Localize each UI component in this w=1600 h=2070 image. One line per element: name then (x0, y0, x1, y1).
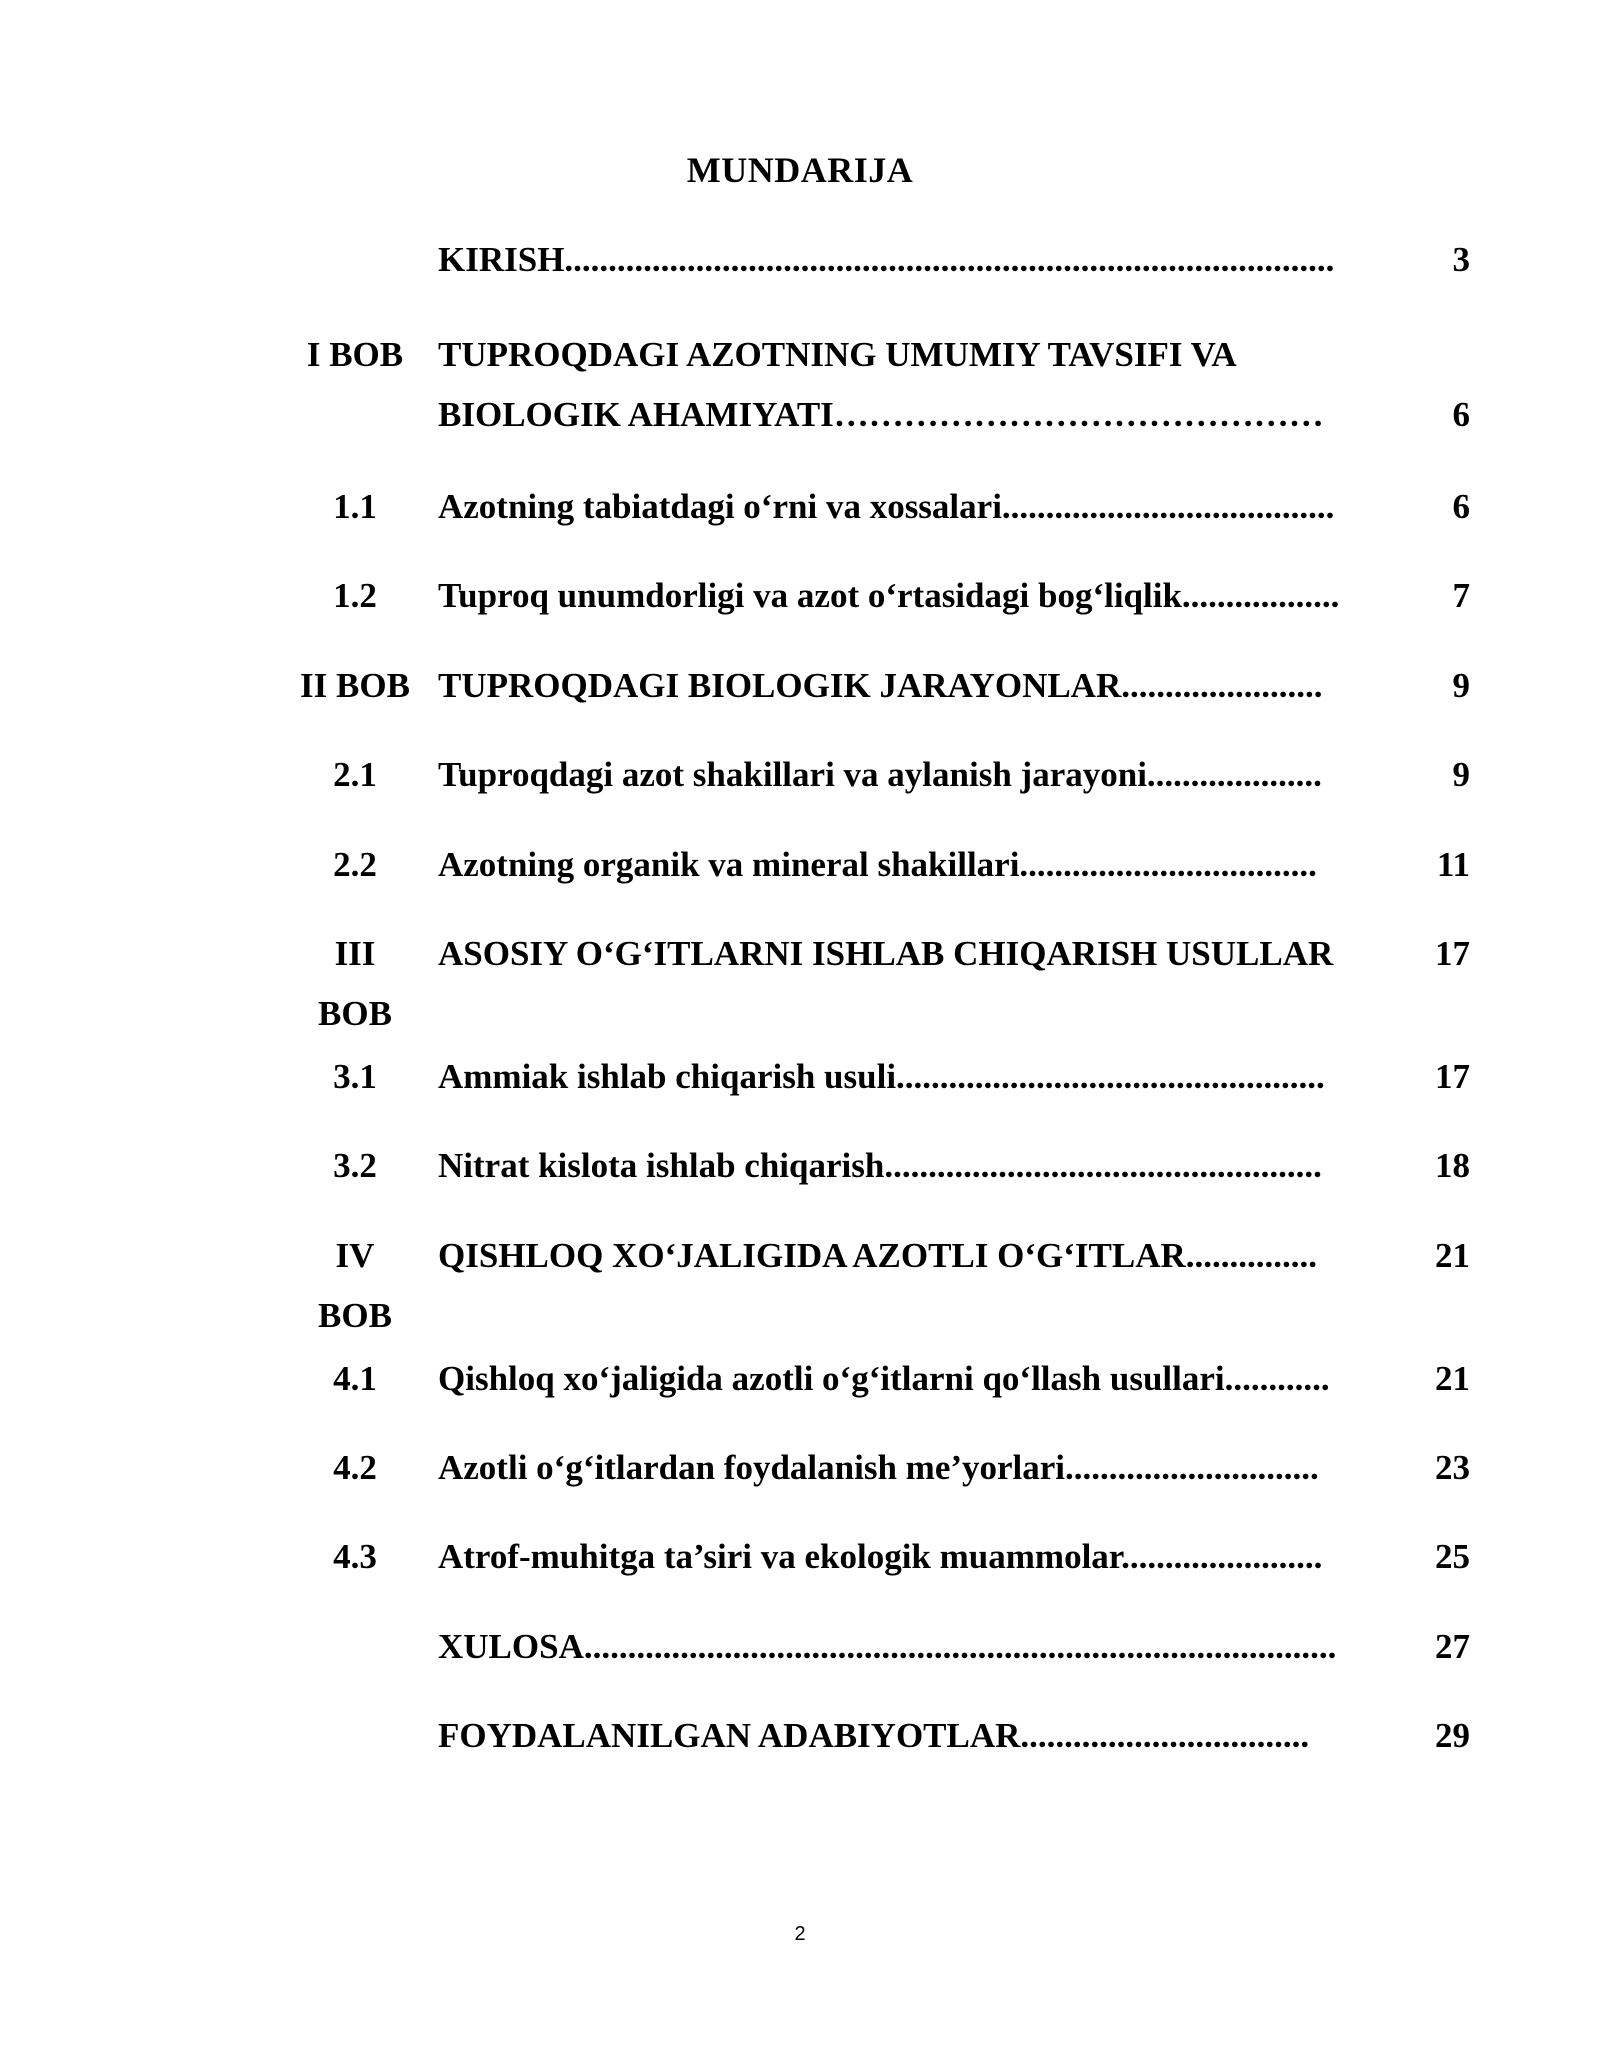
toc-entry-page: 9 (1452, 755, 1470, 794)
toc-entry-number: 1.2 (333, 576, 377, 615)
toc-entry-page: 23 (1435, 1448, 1470, 1487)
toc-entry-number: I BOB (306, 335, 404, 374)
toc-entry-title (438, 325, 1368, 445)
toc-entry-page: 21 (1435, 1236, 1470, 1275)
toc-entry-title (438, 1706, 1368, 1766)
toc-entry-title-line: Qishloq xo‘jaligida azotli o‘g‘itlarni qo‘llash usullari............ (438, 1359, 1330, 1398)
toc-entry-title-line: KIRISH........................................................................................ (438, 240, 1335, 279)
toc-entry-number: 2.1 (333, 755, 377, 794)
toc-entry-title-line: Azotning organik va mineral shakillari.................................. (438, 845, 1317, 884)
toc-entry-title-line: Tuproq unumdorligi va azot o‘rtasidagi bog‘liqlik.................. (438, 576, 1340, 615)
toc-entry-page: 25 (1435, 1537, 1470, 1576)
toc-entry-number: 3.2 (333, 1146, 377, 1185)
toc-entry-number-part: BOB (318, 994, 392, 1033)
page-title: MUNDARIJA (686, 150, 914, 190)
toc-entry-title-line: QISHLOQ XO‘JALIGIDA AZOTLI O‘G‘ITLAR............... (438, 1236, 1318, 1275)
toc-entry-number (270, 1226, 440, 1346)
toc-entry-number: 4.3 (333, 1537, 377, 1576)
toc-entry-title (438, 230, 1368, 290)
toc-entry-number: 2.2 (333, 845, 377, 884)
toc-entry-number: 1.1 (333, 487, 377, 526)
toc-entry-page: 6 (1452, 487, 1470, 526)
toc-entry-number-part: IV (335, 1236, 375, 1275)
toc-entry-page: 18 (1435, 1146, 1470, 1185)
toc-entry-title (438, 656, 1368, 716)
toc-entry-number: II BOB (300, 666, 410, 705)
toc-entry-title-line: Azotli o‘g‘itlardan foydalanish me’yorlari............................. (438, 1448, 1319, 1487)
toc-entry-page: 17 (1435, 1057, 1470, 1096)
toc-entry-title-line: BIOLOGIK AHAMIYATI…………………………………… (438, 395, 1324, 434)
toc-entry-page: 3 (1452, 240, 1470, 279)
toc-entry-number-part: BOB (318, 1296, 392, 1335)
toc-entry-title-line: Tuproqdagi azot shakillari va aylanish jarayoni.................... (438, 755, 1322, 794)
toc-entry-title (438, 477, 1368, 537)
toc-entry-title-line: Atrof-muhitga ta’siri va ekologik muammolar....................... (438, 1537, 1323, 1576)
toc-entry-page: 17 (1435, 934, 1470, 973)
page-number: 2 (794, 1923, 806, 1945)
toc-entry-page: 27 (1435, 1627, 1470, 1666)
toc-entry-title-line: TUPROQDAGI BIOLOGIK JARAYONLAR....................... (438, 666, 1323, 705)
toc-entry-title (438, 1617, 1368, 1677)
toc-entry-title (438, 1349, 1368, 1409)
toc-entry-title (438, 745, 1368, 805)
toc-entry-page: 21 (1435, 1359, 1470, 1398)
toc-entry-page: 7 (1452, 576, 1470, 615)
toc-entry-number: 4.2 (333, 1448, 377, 1487)
toc-entry-title-line: TUPROQDAGI AZOTNING UMUMIY TAVSIFI VA (438, 335, 1237, 374)
toc-entry-title-line: FOYDALANILGAN ADABIYOTLAR................................. (438, 1716, 1310, 1755)
toc-entry-page: 29 (1435, 1716, 1470, 1755)
toc-entry-title (438, 566, 1368, 626)
toc-entry-title-line: Nitrat kislota ishlab chiqarish.................................................. (438, 1146, 1322, 1185)
toc-entry-title (438, 924, 1368, 984)
toc-entry-title-line: Azotning tabiatdagi o‘rni va xossalari...................................... (438, 487, 1335, 526)
toc-entry-page: 11 (1436, 845, 1470, 884)
toc-entry-page: 6 (1452, 395, 1470, 434)
toc-entry-title (438, 835, 1368, 895)
toc-entry-title-line: XULOSA...................................................................................... (438, 1627, 1337, 1666)
toc-entry-number (270, 924, 440, 1044)
toc-entry-title (438, 1226, 1368, 1286)
toc-entry-title (438, 1047, 1368, 1107)
toc-entry-title-line: Ammiak ishlab chiqarish usuli................................................. (438, 1057, 1325, 1096)
toc-entry-title (438, 1136, 1368, 1196)
toc-entry-number: 3.1 (333, 1057, 377, 1096)
toc-entry-number: 4.1 (333, 1359, 377, 1398)
toc-entry-number-part: III (334, 934, 376, 973)
toc-entry-title (438, 1438, 1368, 1498)
toc-entry-page: 9 (1452, 666, 1470, 705)
toc-entry-title (438, 1527, 1368, 1587)
toc-entry-title-line: ASOSIY O‘G‘ITLARNI ISHLAB CHIQARISH USULLAR (438, 934, 1334, 973)
